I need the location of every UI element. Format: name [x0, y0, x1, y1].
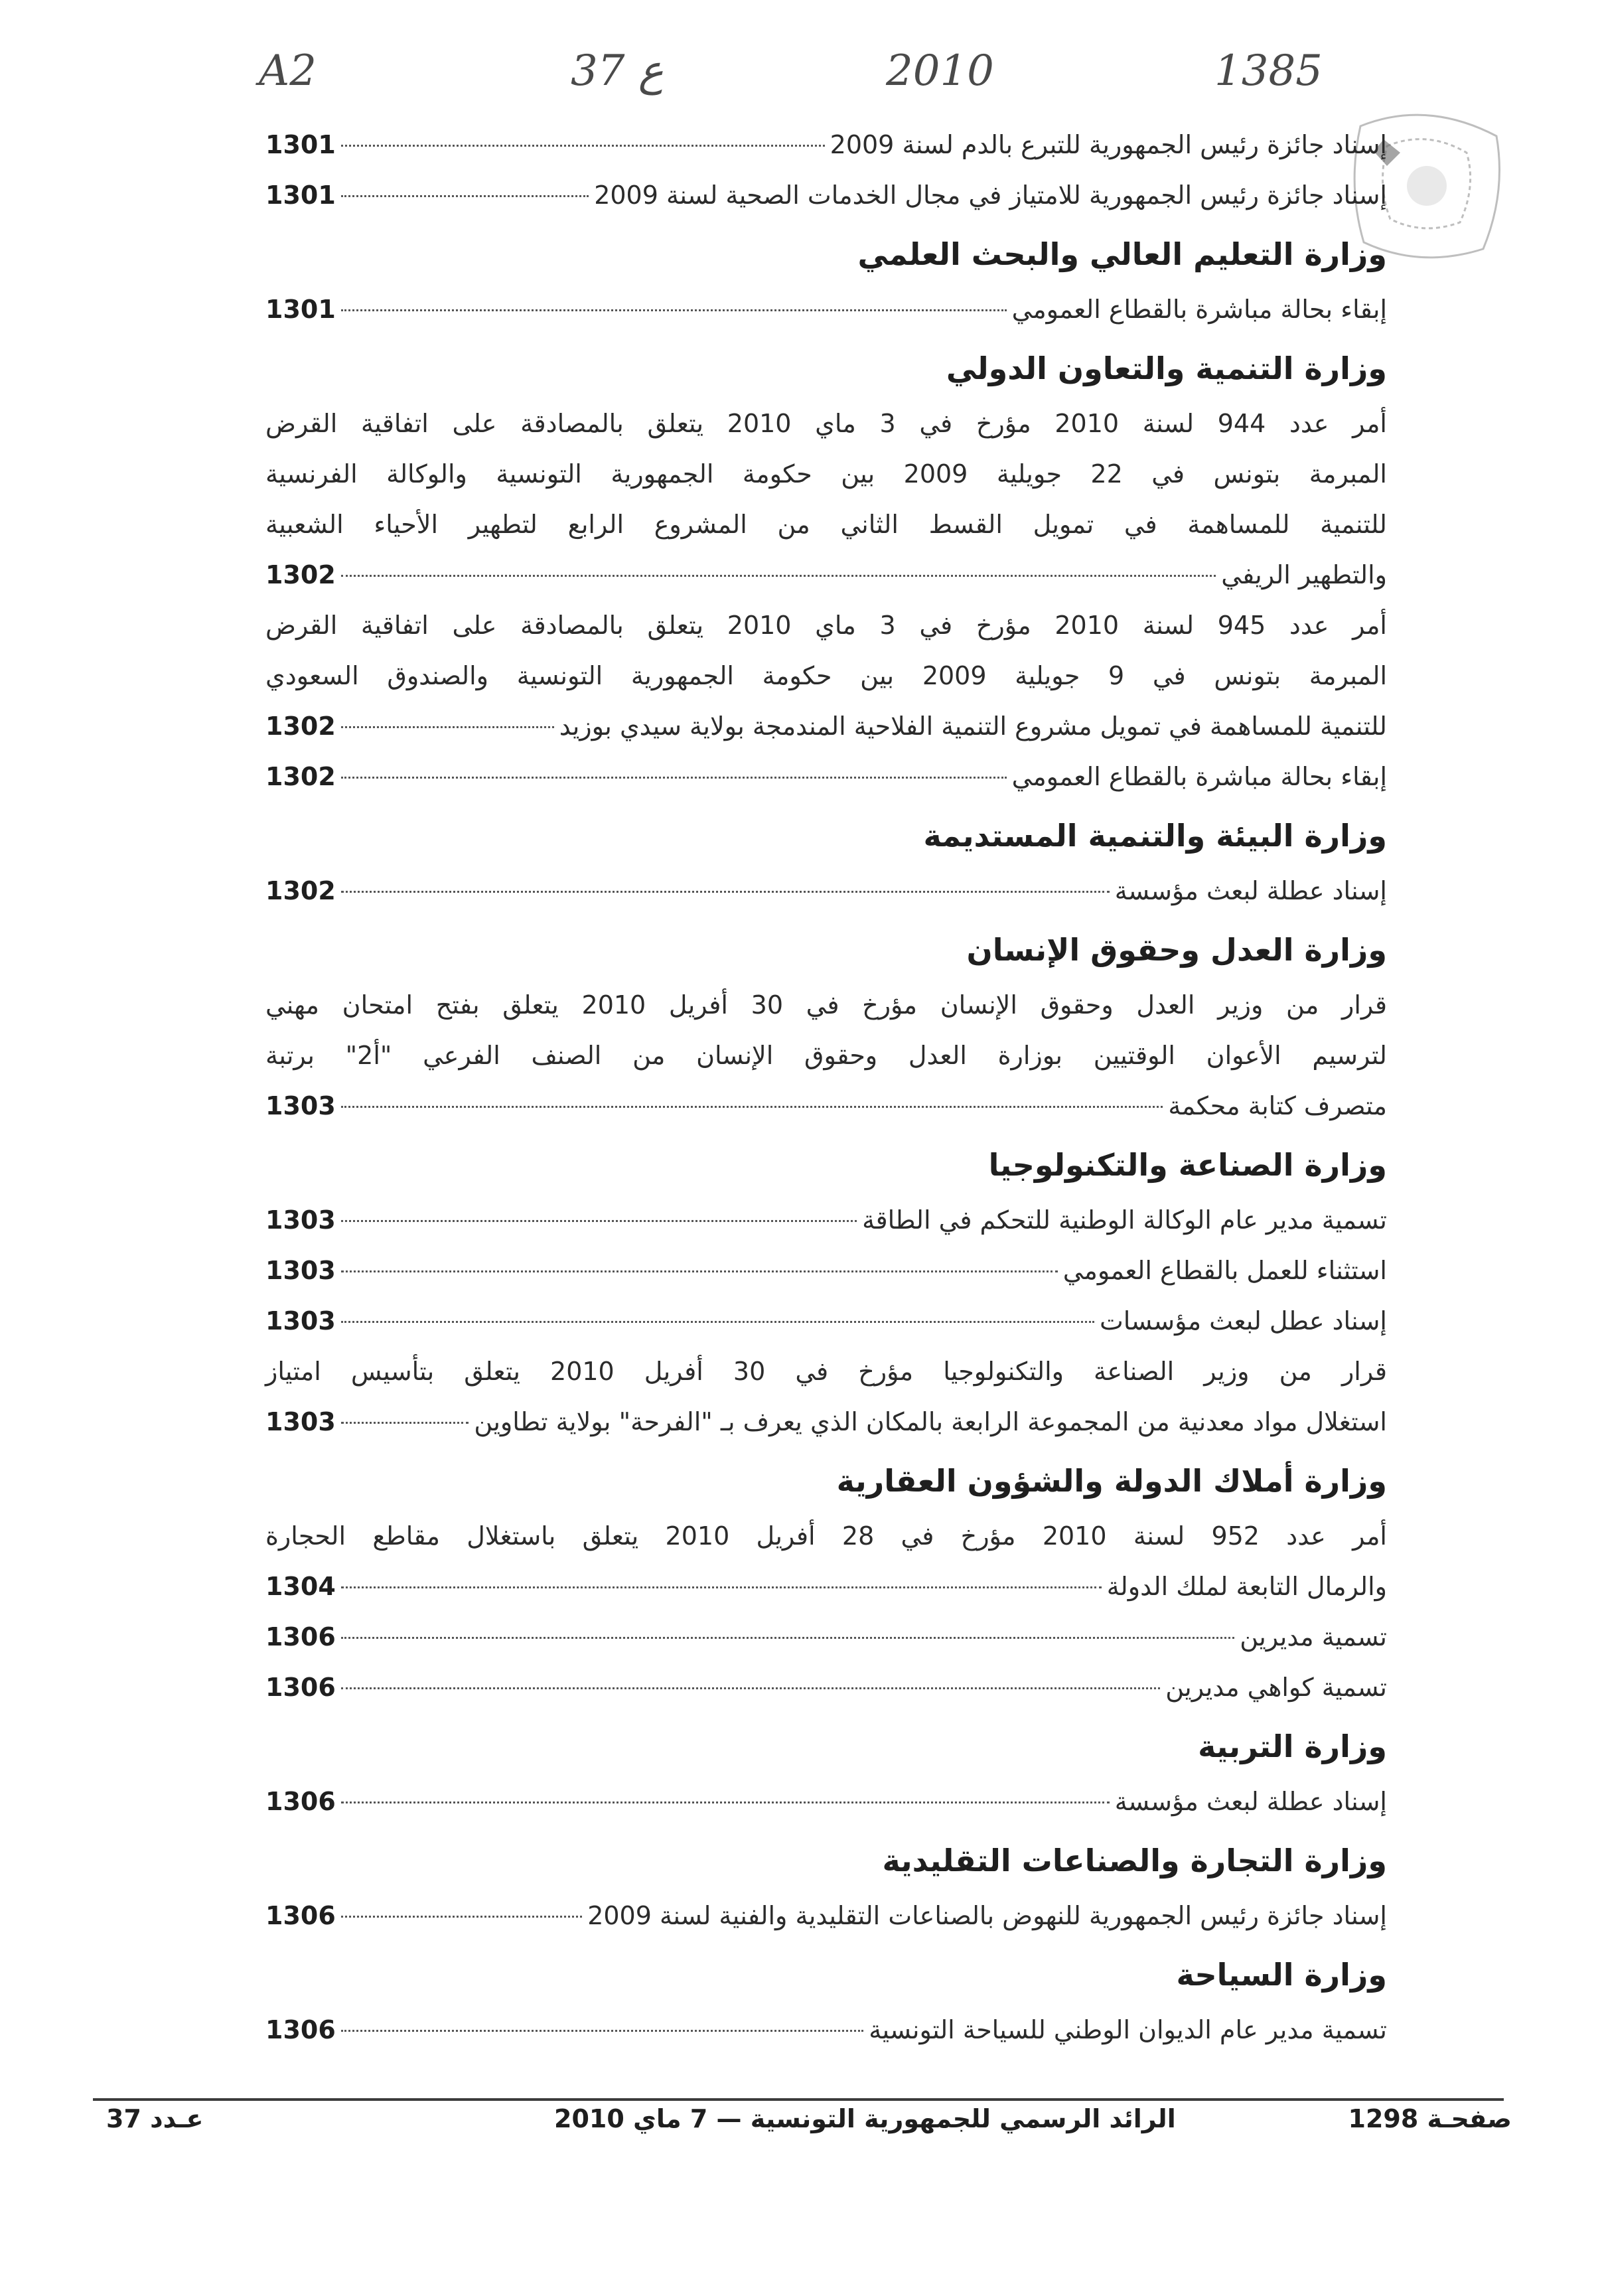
toc-entry-title: إسناد جائزة رئيس الجمهورية للامتياز في مجال الخدمات الصحية لسنة 2009 — [594, 181, 1387, 210]
toc-entry-title: تسمية مدير عام الديوان الوطني للسياحة التونسية — [869, 2015, 1387, 2044]
toc-entry-line: لترسيم الأعوان الوقتيين بوزارة العدل وحقوق الإنسان من الصنف الفرعي "أ2" برتبة — [265, 1041, 1387, 1070]
toc-entry-title: للتنمية للمساهمة في تمويل مشروع التنمية الفلاحية المندمجة بولاية سيدي بوزيد — [559, 712, 1387, 741]
toc-page-number: 1302 — [265, 762, 336, 791]
toc-entry-title: والرمال التابعة لملك الدولة — [1106, 1572, 1387, 1601]
footer-divider — [93, 2098, 1504, 2101]
toc-page-number: 1303 — [265, 1091, 336, 1120]
toc-page-number: 1303 — [265, 1306, 336, 1336]
dot-leader — [341, 1916, 582, 1918]
dot-leader — [341, 145, 825, 147]
dot-leader — [341, 1687, 1160, 1689]
toc-entry — [265, 2005, 1387, 2055]
toc-entry-title: تسمية مدير عام الوكالة الوطنية للتحكم في الطاقة — [862, 1205, 1387, 1235]
toc-entry-title: إسناد عطلة لبعث مؤسسة — [1114, 1787, 1387, 1816]
toc-entry — [265, 550, 1387, 600]
toc-entry — [265, 1296, 1387, 1346]
dot-leader — [341, 891, 1110, 893]
ministry-heading: وزارة التجارة والصناعات التقليدية — [882, 1843, 1387, 1878]
ministry-heading: وزارة التربية — [1198, 1728, 1387, 1764]
toc-page-number: 1306 — [265, 1901, 336, 1930]
dot-leader — [341, 2030, 863, 2032]
toc-page-number: 1303 — [265, 1407, 336, 1436]
handwritten-note-left: A2 — [259, 46, 317, 96]
dot-leader — [341, 1270, 1058, 1272]
ministry-heading: وزارة التعليم العالي والبحث العلمي — [857, 236, 1387, 272]
ministry-heading: وزارة التنمية والتعاون الدولي — [946, 350, 1387, 386]
toc-page-number: 1306 — [265, 1622, 336, 1651]
ministry-heading: وزارة أملاك الدولة والشؤون العقارية — [836, 1463, 1387, 1499]
toc-entry — [265, 1662, 1387, 1713]
toc-entry — [265, 170, 1387, 220]
toc-entry-title: إسناد جائزة رئيس الجمهورية للنهوض بالصناعات التقليدية والفنية لسنة 2009 — [587, 1901, 1387, 1930]
toc-entry — [265, 1195, 1387, 1245]
toc-entry — [265, 701, 1387, 751]
footer-issue-number: عـدد 37 — [106, 2104, 204, 2133]
toc-entry-title: تسمية كواهي مديرين — [1165, 1673, 1387, 1702]
toc-page-number: 1304 — [265, 1572, 336, 1601]
toc-page-number: 1302 — [265, 712, 336, 741]
toc-entry — [265, 1890, 1387, 1941]
footer-journal-title: الرائد الرسمي للجمهورية التونسية — 7 ماي 2010 — [554, 2104, 1176, 2133]
toc-entry — [265, 1776, 1387, 1827]
toc-entry-title: استغلال مواد معدنية من المجموعة الرابعة بالمكان الذي يعرف بـ "الفرحة" بولاية تطاوين — [474, 1407, 1387, 1436]
handwritten-note-center: 37 ع — [571, 46, 664, 96]
toc-entry — [265, 866, 1387, 916]
toc-entry — [265, 119, 1387, 170]
toc-page-number: 1303 — [265, 1205, 336, 1235]
toc-entry — [265, 1081, 1387, 1131]
dot-leader — [341, 1801, 1110, 1803]
ministry-heading: وزارة الصناعة والتكنولوجيا — [988, 1147, 1387, 1183]
handwritten-note-right: 1385 — [1214, 46, 1323, 96]
toc-page-number: 1306 — [265, 1673, 336, 1702]
dot-leader — [341, 1422, 469, 1424]
toc-entry-line: للتنمية للمساهمة في تمويل القسط الثاني من المشروع الرابع لتطهير الأحياء الشعبية — [265, 510, 1387, 539]
ministry-heading: وزارة العدل وحقوق الإنسان — [966, 932, 1387, 968]
toc-entry-line: المبرمة بتونس في 22 جويلية 2009 بين حكومة الجمهورية التونسية والوكالة الفرنسية — [265, 459, 1387, 489]
toc-entry-title: متصرف كتابة محكمة — [1168, 1091, 1387, 1120]
table-of-contents — [265, 119, 1387, 2055]
dot-leader — [341, 575, 1216, 577]
dot-leader — [341, 777, 1007, 779]
ministry-heading: وزارة السياحة — [1176, 1957, 1387, 1993]
dot-leader — [341, 1586, 1102, 1588]
dot-leader — [341, 1637, 1235, 1639]
dot-leader — [341, 726, 554, 728]
toc-entry-title: إبقاء بحالة مباشرة بالقطاع العمومي — [1011, 762, 1387, 791]
toc-page-number: 1301 — [265, 295, 336, 324]
toc-entry-line: أمر عدد 944 لسنة 2010 مؤرخ في 3 ماي 2010 يتعلق بالمصادقة على اتفاقية القرض — [265, 409, 1387, 438]
toc-page-number: 1301 — [265, 130, 336, 159]
toc-entry-title: إسناد عطل لبعث مؤسسات — [1100, 1306, 1387, 1336]
toc-page-number: 1306 — [265, 1787, 336, 1816]
toc-entry — [265, 284, 1387, 335]
dot-leader — [341, 1220, 857, 1222]
toc-entry — [265, 1561, 1387, 1612]
toc-entry — [265, 751, 1387, 802]
toc-entry — [265, 1245, 1387, 1296]
toc-page-number: 1303 — [265, 1256, 336, 1285]
toc-entry-title: إسناد عطلة لبعث مؤسسة — [1114, 876, 1387, 905]
toc-entry-title: إبقاء بحالة مباشرة بالقطاع العمومي — [1011, 295, 1387, 324]
toc-page-number: 1306 — [265, 2015, 336, 2044]
dot-leader — [341, 195, 589, 197]
dot-leader — [341, 1106, 1163, 1108]
toc-entry-line: قرار من وزير الصناعة والتكنولوجيا مؤرخ في 30 أفريل 2010 يتعلق بتأسيس امتياز — [265, 1357, 1387, 1386]
dot-leader — [341, 309, 1007, 311]
footer-page-number: صفحـة 1298 — [1348, 2104, 1512, 2133]
toc-entry-line: قرار من وزير العدل وحقوق الإنسان مؤرخ في 30 أفريل 2010 يتعلق بفتح امتحان مهني — [265, 990, 1388, 1020]
toc-page-number: 1302 — [265, 560, 336, 589]
toc-entry-title: إسناد جائزة رئيس الجمهورية للتبرع بالدم لسنة 2009 — [830, 130, 1387, 159]
toc-page-number: 1301 — [265, 181, 336, 210]
ministry-heading: وزارة البيئة والتنمية المستديمة — [923, 818, 1387, 854]
toc-page-number: 1302 — [265, 876, 336, 905]
toc-entry-line: أمر عدد 952 لسنة 2010 مؤرخ في 28 أفريل 2010 يتعلق باستغلال مقاطع الحجارة — [265, 1521, 1387, 1551]
toc-entry-title: والتطهير الريفي — [1221, 560, 1387, 589]
toc-entry — [265, 1612, 1387, 1662]
toc-entry-line: أمر عدد 945 لسنة 2010 مؤرخ في 3 ماي 2010 يتعلق بالمصادقة على اتفاقية القرض — [265, 611, 1387, 640]
toc-entry-title: تسمية مديرين — [1240, 1622, 1387, 1651]
toc-entry-title: استثناء للعمل بالقطاع العمومي — [1062, 1256, 1387, 1285]
toc-entry — [265, 1397, 1387, 1447]
dot-leader — [341, 1321, 1094, 1323]
handwritten-note-year: 2010 — [886, 46, 994, 96]
toc-entry-line: المبرمة بتونس في 9 جويلية 2009 بين حكومة الجمهورية التونسية والصندوق السعودي — [265, 661, 1387, 690]
